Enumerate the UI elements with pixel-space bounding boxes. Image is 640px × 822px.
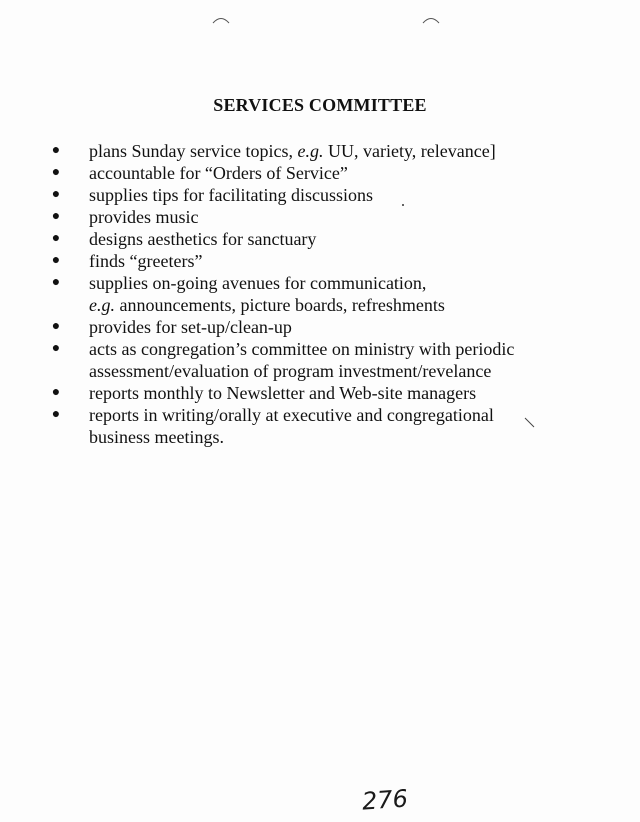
bullet-icon: ● [51, 231, 61, 246]
line-text: provides for set-up/clean-up [89, 317, 292, 337]
list-item-text [89, 382, 559, 404]
list-item-line [89, 250, 559, 272]
list-item-text [89, 338, 559, 382]
list-item-line [89, 316, 559, 338]
list-item [0, 316, 640, 338]
bullet-icon: ● [51, 407, 61, 422]
list-item-text [89, 184, 559, 206]
list-item [0, 162, 640, 184]
list-item-line [89, 272, 559, 294]
line-text: plans Sunday service topics, [89, 141, 298, 161]
line-emphasis: e.g. [89, 295, 115, 315]
list-item-line [89, 426, 559, 448]
punch-hole-mark-left [212, 14, 230, 24]
list-item-text [89, 250, 559, 272]
line-text: assessment/evaluation of program investment/revelance [89, 361, 492, 381]
bullet-icon: ● [51, 209, 61, 224]
responsibilities-list [0, 140, 640, 448]
stray-mark [402, 204, 404, 206]
line-emphasis: e.g. [297, 141, 324, 161]
line-text: reports in writing/orally at executive and congregational [89, 405, 494, 425]
bullet-icon: ● [51, 385, 61, 400]
line-text: announcements, picture boards, refreshments [115, 295, 445, 315]
bullet-icon: ● [51, 143, 61, 158]
line-text: provides music [89, 207, 199, 227]
list-item-line [89, 206, 559, 228]
list-item [0, 228, 640, 250]
line-text: finds “greeters” [89, 251, 203, 271]
list-item-text [89, 404, 559, 448]
list-item-line [89, 228, 559, 250]
bullet-icon: ● [51, 275, 61, 290]
list-item-line [89, 382, 559, 404]
list-item-text [89, 206, 559, 228]
bullet-icon: ● [51, 253, 61, 268]
list-item-line [89, 360, 559, 382]
list-item-text [89, 272, 559, 316]
list-item-line [89, 404, 559, 426]
list-item [0, 250, 640, 272]
list-item [0, 272, 640, 316]
line-text: supplies on-going avenues for communication, [89, 273, 427, 293]
stray-pen-mark [524, 416, 536, 428]
list-item [0, 140, 640, 162]
line-text: accountable for “Orders of Service” [89, 163, 348, 183]
bullet-icon: ● [51, 187, 61, 202]
bullet-icon: ● [51, 319, 61, 334]
list-item-line [89, 184, 559, 206]
line-text: business meetings. [89, 427, 224, 447]
page-title: SERVICES COMMITTEE [213, 95, 427, 115]
list-item-line [89, 338, 559, 360]
list-item [0, 382, 640, 404]
list-item-text [89, 162, 559, 184]
list-item-line [89, 140, 559, 162]
list-item-line [89, 162, 559, 184]
bullet-icon: ● [51, 341, 61, 356]
bullet-icon: ● [51, 165, 61, 180]
list-item-line [89, 294, 559, 316]
list-item [0, 404, 640, 448]
list-item-text [89, 228, 559, 250]
handwritten-page-number: 276 [361, 784, 409, 816]
line-text: UU, variety, relevance] [323, 141, 496, 161]
punch-hole-mark-right [422, 14, 440, 24]
line-text: designs aesthetics for sanctuary [89, 229, 317, 249]
line-text: reports monthly to Newsletter and Web-site managers [89, 383, 477, 403]
list-item [0, 184, 640, 206]
line-text: supplies tips for facilitating discussions [89, 185, 373, 205]
line-text: acts as congregation’s committee on ministry with periodic [89, 339, 515, 359]
list-item [0, 338, 640, 382]
list-item-text [89, 316, 559, 338]
list-item [0, 206, 640, 228]
list-item-text [89, 140, 559, 162]
